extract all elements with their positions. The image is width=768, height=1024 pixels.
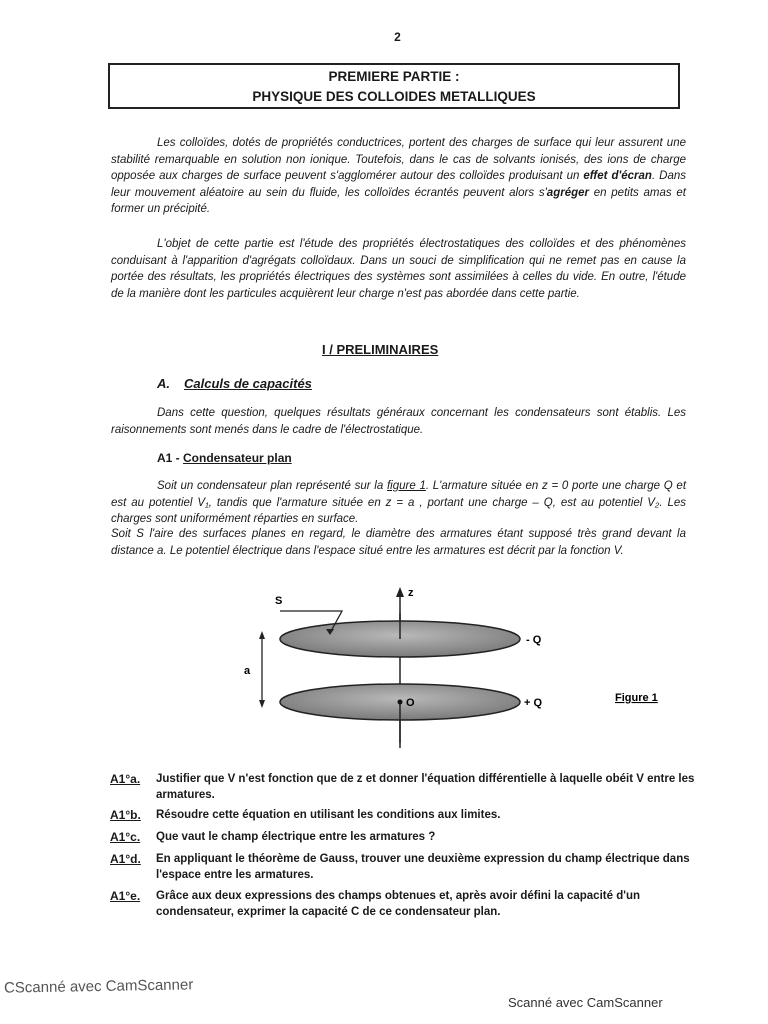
intro-p1-part1: Les colloïdes, dotés de propriétés conductrices, portent des charges de surface qui leur assurent une stabilité remarquable en solution non ionique. Toutefois, dans le cas de solvants ionisés, des ions de charge opposée aux charges de surface peuvent s'agglomérer autour des colloïdes produisant un (111, 137, 686, 182)
z-axis-label: z (408, 587, 414, 599)
z-axis-arrow-icon (396, 587, 404, 597)
figure-caption: Figure 1 (615, 692, 658, 704)
a1-text-1: Soit un condensateur plan représenté sur la (157, 480, 387, 492)
subsection-title: Calculs de capacités (184, 376, 312, 391)
intro-p1-part2: . Dans leur mouvement aléatoire au sein du fluide, les colloïdes écrantés peuvent alors s' (111, 170, 686, 199)
minus-q-label: - Q (526, 634, 542, 646)
section-intro-text: Dans cette question, quelques résultats généraux concernant les condensateurs sont établis. Les raisonnements sont menés dans le cadre de l'électrostatique. (111, 407, 686, 436)
section-title: I / PRELIMINAIRES (322, 342, 439, 357)
question-text: Que vaut le champ électrique entre les armatures ? (156, 831, 436, 843)
intro-paragraph-1 (111, 135, 686, 218)
part-title-box (108, 63, 680, 109)
subsection-letter: A. (157, 376, 170, 391)
intro-p1-bold1: effet d'écran (583, 170, 652, 182)
question-a1c (110, 829, 700, 845)
question-label: A1°a. (110, 772, 141, 786)
a1-paragraph-2 (111, 526, 686, 559)
origin-point (398, 700, 403, 705)
question-label: A1°e. (110, 889, 141, 903)
intro-p1-part3: en petits amas et former un précipité. (111, 186, 686, 215)
intro-p1-bold2: agréger (546, 186, 589, 199)
figure-reference: figure 1 (386, 480, 426, 492)
distance-a-label: a (244, 665, 251, 677)
origin-label: O (406, 697, 415, 709)
question-label: A1°b. (110, 808, 141, 822)
section-intro-paragraph (111, 405, 686, 438)
figure-1-capacitor (230, 583, 690, 748)
plus-q-label: + Q (524, 697, 543, 709)
distance-a-arrow-up-icon (259, 631, 265, 639)
question-text: Grâce aux deux expressions des champs obtenues et, après avoir défini la capacité d'un condensateur, exprimer la capacité C de ce condensateur plan. (156, 890, 640, 918)
a1-prefix: A1 - (157, 451, 184, 465)
a1-text-2: . L'armature située en z = 0 porte une charge Q et est au potentiel V₁, tandis que l'armature située en z = a , portant une charge – Q, est au potentiel V₂. Les charges sont uniformément réparties en surface. (111, 480, 687, 525)
question-label: A1°d. (110, 852, 141, 866)
question-a1a (110, 771, 700, 803)
surface-label: S (275, 595, 283, 607)
a1-heading (157, 451, 292, 465)
a1-heading-title: Condensateur plan (183, 451, 292, 465)
question-a1d (110, 851, 700, 883)
question-label: A1°c. (110, 830, 141, 844)
a1-text-3: Soit S l'aire des surfaces planes en regard, le diamètre des armatures étant supposé très grand devant la distance a. Le potentiel électrique dans l'espace situé entre les armatures est décrit par la fonction V. (111, 528, 686, 557)
intro-p2-text: L'objet de cette partie est l'étude des propriétés électrostatiques des colloïdes et des phénomènes conduisant à l'apparition d'agrégats colloïdaux. Dans un souci de simplification qui ne remet pas en cause la portée des résultats, les propriétés électriques des systèmes sont assimilées à celles du vide. En outre, l'étude de la manière dont les particules acquièrent leur charge n'est pas abordée dans cette partie. (111, 238, 686, 300)
question-a1b (110, 807, 700, 823)
camscanner-watermark-left: CScanné avec CamScanner (3, 976, 194, 997)
part-title-line1: PREMIERE PARTIE : (328, 69, 460, 84)
question-text: Résoudre cette équation en utilisant les conditions aux limites. (156, 809, 501, 821)
question-text: En appliquant le théorème de Gauss, trouver une deuxième expression du champ électrique dans l'espace entre les armatures. (156, 853, 690, 881)
camscanner-watermark-right: Scanné avec CamScanner (508, 995, 663, 1010)
part-title-line2: PHYSIQUE DES COLLOIDES METALLIQUES (252, 89, 536, 104)
distance-a-arrow-down-icon (259, 700, 265, 708)
a1-paragraph-1 (111, 478, 686, 528)
page-number: 2 (394, 30, 401, 44)
question-a1e (110, 888, 700, 920)
question-text: Justifier que V n'est fonction que de z et donner l'équation différentielle à laquelle obéit V entre les armatures. (156, 773, 695, 801)
intro-paragraph-2 (111, 236, 686, 302)
